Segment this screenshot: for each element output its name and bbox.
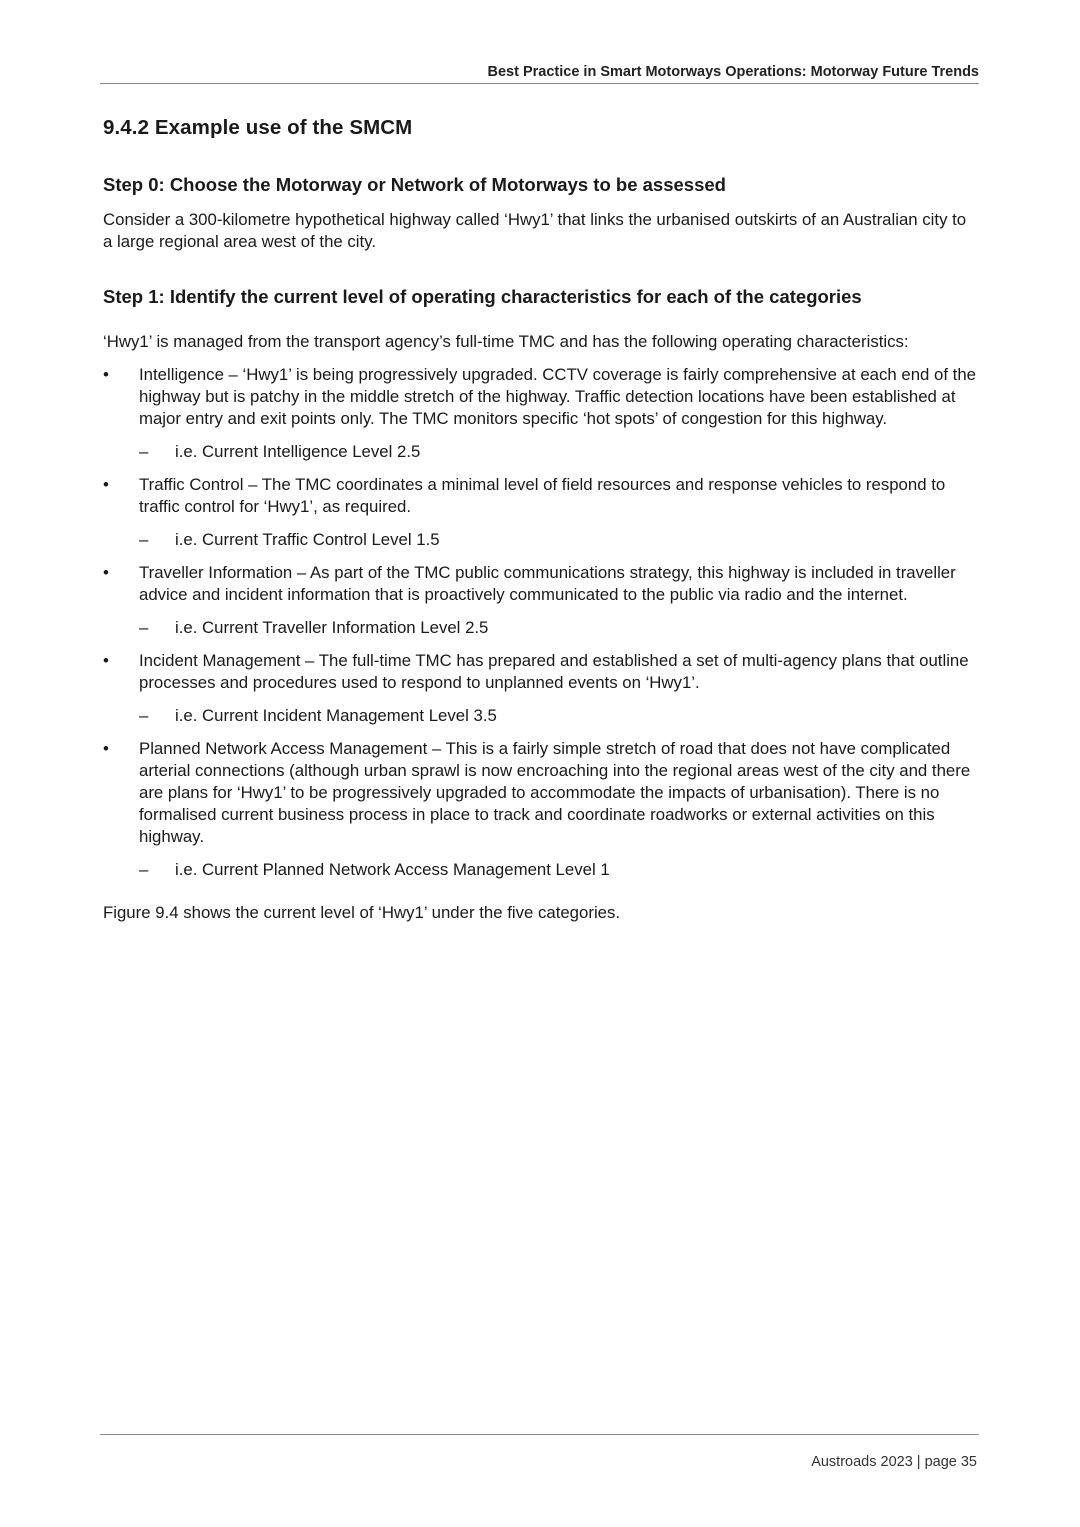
step0-heading: Step 0: Choose the Motorway or Network of Motorways to be assessed bbox=[103, 174, 726, 195]
list-item-traffic-control bbox=[103, 474, 979, 551]
level-line-planned-network-access bbox=[103, 859, 979, 881]
list-item-text: Intelligence – ‘Hwy1’ is being progressively upgraded. CCTV coverage is fairly comprehensive at each end of the highway but is patchy in the middle stretch of the highway. Traffic detection locations have been established at major entry and exit points only. The TMC monitors specific ‘hot spots’ of congestion for this highway. bbox=[139, 365, 977, 428]
section-heading: 9.4.2 Example use of the SMCM bbox=[103, 116, 413, 139]
page-content bbox=[103, 116, 979, 924]
level-text: i.e. Current Traveller Information Level 2.5 bbox=[175, 618, 489, 637]
list-item-text: Incident Management – The full-time TMC has prepared and established a set of multi-agency plans that outline processes and procedures used to respond to unplanned events on ‘Hwy1’. bbox=[139, 651, 969, 692]
list-item-intelligence bbox=[103, 364, 979, 463]
step1-intro: ‘Hwy1’ is managed from the transport agency’s full-time TMC and has the following operating characteristics: bbox=[103, 332, 909, 351]
level-text: i.e. Current Incident Management Level 3.5 bbox=[175, 706, 497, 725]
bullet-marker: • bbox=[103, 739, 109, 758]
list-item-text: Traveller Information – As part of the TMC public communications strategy, this highway is included in traveller advice and incident information that is proactively communicated to the public via radio and the internet. bbox=[139, 563, 956, 604]
bullet-marker: • bbox=[103, 651, 109, 670]
level-line-traveller-information bbox=[103, 617, 979, 639]
dash-marker: – bbox=[139, 530, 149, 549]
bullet-marker: • bbox=[103, 475, 109, 494]
characteristics-list bbox=[103, 364, 979, 881]
header-divider bbox=[100, 83, 979, 84]
level-line-intelligence bbox=[103, 441, 979, 463]
level-text: i.e. Current Traffic Control Level 1.5 bbox=[175, 530, 440, 549]
level-text: i.e. Current Intelligence Level 2.5 bbox=[175, 442, 421, 461]
list-item-text: Planned Network Access Management – This is a fairly simple stretch of road that does not have complicated arterial connections (although urban sprawl is now encroaching into the regional areas west of the city and there are plans for ‘Hwy1’ to be progressively upgraded to accommodate the impacts of urbanisation). There is no formalised current business process in place to track and coordinate roadworks or external activities on this highway. bbox=[139, 739, 971, 846]
level-line-traffic-control bbox=[103, 529, 979, 551]
bullet-marker: • bbox=[103, 365, 109, 384]
list-item-text: Traffic Control – The TMC coordinates a minimal level of field resources and response vehicles to respond to traffic control for ‘Hwy1’, as required. bbox=[139, 475, 946, 516]
level-text: i.e. Current Planned Network Access Management Level 1 bbox=[175, 860, 610, 879]
closing-paragraph: Figure 9.4 shows the current level of ‘Hwy1’ under the five categories. bbox=[103, 903, 621, 922]
level-line-incident-management bbox=[103, 705, 979, 727]
page-footer: Austroads 2023 | page 35 bbox=[811, 1454, 977, 1470]
dash-marker: – bbox=[139, 860, 149, 879]
list-item-incident-management bbox=[103, 650, 979, 727]
step1-heading: Step 1: Identify the current level of operating characteristics for each of the categories bbox=[103, 286, 862, 307]
footer-divider bbox=[100, 1434, 979, 1435]
list-item-planned-network-access bbox=[103, 738, 979, 881]
bullet-marker: • bbox=[103, 563, 109, 582]
dash-marker: – bbox=[139, 706, 149, 725]
running-header: Best Practice in Smart Motorways Operations: Motorway Future Trends bbox=[487, 64, 979, 80]
step0-paragraph: Consider a 300-kilometre hypothetical highway called ‘Hwy1’ that links the urbanised outskirts of an Australian city to a large regional area west of the city. bbox=[103, 210, 967, 251]
dash-marker: – bbox=[139, 442, 149, 461]
list-item-traveller-information bbox=[103, 562, 979, 639]
dash-marker: – bbox=[139, 618, 149, 637]
